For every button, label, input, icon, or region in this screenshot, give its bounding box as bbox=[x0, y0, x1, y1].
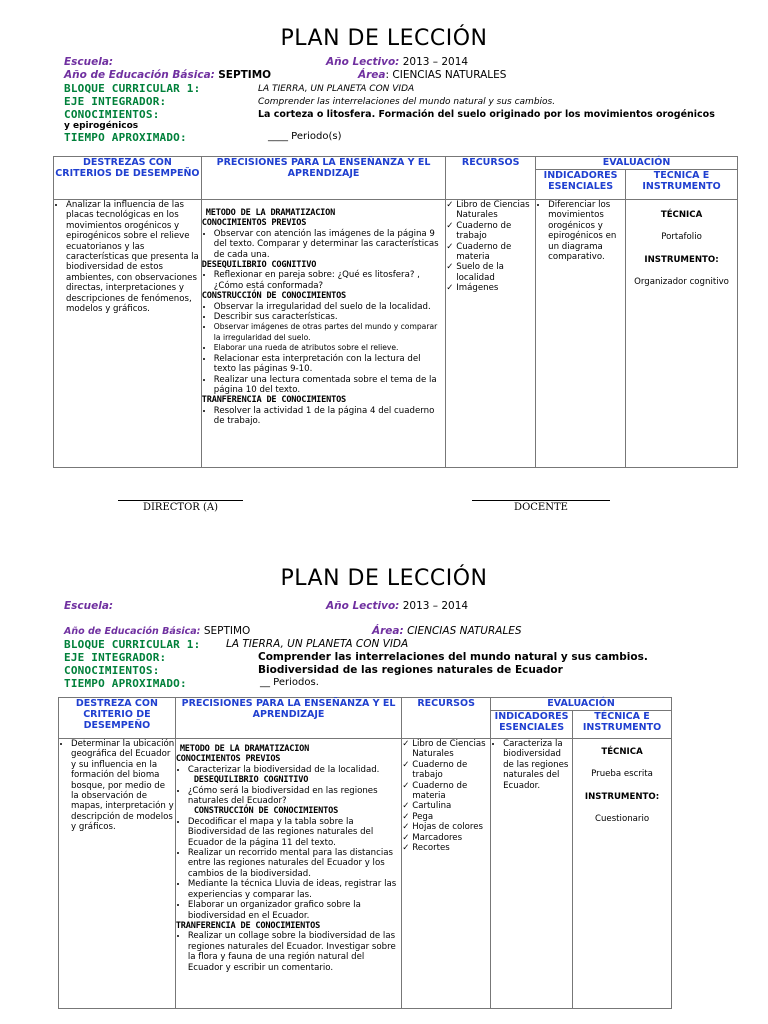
tiempo-value: ____ Periodo(s) bbox=[268, 131, 342, 142]
director-signature-line bbox=[118, 500, 243, 501]
precisiones-cell bbox=[201, 200, 445, 468]
destreza-item: • Analizar la influencia de las placas tecnológicas en los movimientos orogénicos y epirogénicos sobre el relieve ecuatorianos y las características que presenta la biodiversidad de estos ambientes, con observaciones directas, interpretaciones y descripciones de fenómenos, modelos y gráficos. bbox=[66, 200, 201, 314]
director-label: DIRECTOR (A) bbox=[142, 502, 219, 513]
instrumento-label: INSTRUMENTO: bbox=[584, 791, 660, 802]
ano-lectivo-label: Año Lectivo: bbox=[326, 56, 400, 68]
recurso-item: ✓ Cuaderno de materia bbox=[456, 242, 535, 263]
conocimientos-label: CONOCIMIENTOS: bbox=[64, 108, 160, 121]
docente-label: DOCENTE bbox=[514, 502, 568, 513]
indicador-item: • Diferenciar los movimientos orogénicos y epirogénicos en un diagrama comparativo. bbox=[548, 200, 625, 262]
recurso-item: ✓ Imágenes bbox=[456, 283, 535, 293]
ano-educacion-label: Año de Educación Básica: bbox=[64, 626, 201, 637]
recurso-item: ✓ Libro de Ciencias Naturales bbox=[456, 200, 535, 221]
metodo-heading: METODO DE LA DRAMATIZACION bbox=[179, 744, 310, 754]
ano-educacion-value: SEPTIMO bbox=[203, 625, 251, 637]
recurso-item: ✓ Cartulina bbox=[412, 801, 490, 811]
recurso-item: ✓ Cuaderno de trabajo bbox=[456, 221, 535, 242]
indicador-item: • Caracteriza la biodiversidad de las regiones naturales del Ecuador. bbox=[503, 739, 572, 791]
page-title: PLAN DE LECCIÓN bbox=[280, 566, 488, 591]
instrumento-value: Organizador cognitivo bbox=[634, 277, 729, 288]
tiempo-label: TIEMPO APROXIMADO: bbox=[64, 677, 187, 690]
previos-heading: CONOCIMIENTOS PREVIOS bbox=[175, 754, 281, 765]
desequilibrio-item: • ¿Cómo será la biodiversidad en las regiones naturales del Ecuador? bbox=[188, 786, 401, 807]
tecnica-label: TÉCNICA bbox=[660, 210, 703, 220]
area bbox=[372, 625, 522, 637]
precisiones-cell bbox=[175, 739, 401, 1009]
lesson-table bbox=[58, 697, 672, 1009]
eje-value: Comprender las interrelaciones del mundo natural y sus cambios. bbox=[258, 651, 648, 663]
conocimientos-value: La corteza o litosfera. Formación del suelo originado por los movimientos orogénicos bbox=[258, 109, 715, 120]
tecnica-value: Prueba escrita bbox=[591, 769, 653, 780]
ano-lectivo-value: 2013 – 2014 bbox=[402, 600, 469, 612]
recursos-cell bbox=[446, 200, 536, 468]
construccion-item: • Observar la irregularidad del suelo de la localidad. bbox=[214, 302, 445, 312]
header-recursos: RECURSOS bbox=[446, 157, 536, 200]
header-tecnica: TÉCNICA E INSTRUMENTO bbox=[573, 710, 672, 738]
construccion-item: • Decodificar el mapa y la tabla sobre la Biodiversidad de las regiones naturales del Ecuador de la página 11 del texto. bbox=[188, 817, 401, 848]
bloque-label: BLOQUE CURRICULAR 1: bbox=[64, 638, 201, 651]
ano-lectivo-label: Año Lectivo: bbox=[326, 600, 400, 612]
header-tecnica: TECNICA E INSTRUMENTO bbox=[626, 169, 738, 199]
destreza-cell bbox=[54, 200, 202, 468]
conocimientos-value-cont: y epirogénicos bbox=[64, 121, 139, 131]
construccion-item: • Observar imágenes de otras partes del mundo y comparar la irregularidad del suelo. bbox=[214, 322, 445, 343]
ano-educacion-value: SEPTIMO bbox=[218, 69, 272, 81]
transferencia-item: • Resolver la actividad 1 de la página 4 del cuaderno de trabajo. bbox=[214, 406, 445, 427]
header-destrezas: DESTREZA CON CRITERIO DE DESEMPEÑO bbox=[59, 698, 176, 739]
bloque-label: BLOQUE CURRICULAR 1: bbox=[64, 82, 201, 95]
destreza-item: • Determinar la ubicación geográfica del Ecuador y su influencia en la formación del bioma bosque, por medio de la observación de mapas, interpretación y descripción de modelos y gráficos. bbox=[71, 739, 175, 833]
recurso-item: ✓ Suelo de la localidad bbox=[456, 262, 535, 283]
recursos-cell bbox=[402, 739, 491, 1009]
instrumento-value: Cuestionario bbox=[594, 814, 650, 825]
ano-educacion bbox=[64, 69, 271, 81]
area-label: Área: bbox=[372, 625, 404, 637]
ano-educacion bbox=[64, 625, 250, 637]
metodo-heading: METODO DE LA DRAMATIZACION bbox=[205, 208, 336, 218]
previos-item: • Observar con atención las imágenes de la página 9 del texto. Comparar y determinar las características de cada una. bbox=[214, 229, 445, 260]
construccion-item: • Mediante la técnica Lluvia de ideas, registrar las experiencias y comparar las. bbox=[188, 879, 401, 900]
area-value: CIENCIAS NATURALES bbox=[407, 625, 522, 637]
construccion-heading: CONSTRUCCIÓN DE CONOCIMIENTOS bbox=[201, 291, 347, 302]
conocimientos-value: Biodiversidad de las regiones naturales de Ecuador bbox=[258, 664, 563, 676]
bloque-value: LA TIERRA, UN PLANETA CON VIDA bbox=[226, 638, 409, 650]
page-title: PLAN DE LECCIÓN bbox=[280, 26, 488, 51]
conocimientos-label: CONOCIMIENTOS: bbox=[64, 664, 160, 677]
previos-heading: CONOCIMIENTOS PREVIOS bbox=[201, 218, 307, 229]
previos-item: • Caracterizar la biodiversidad de la localidad. bbox=[188, 765, 401, 775]
area-label: Área bbox=[358, 69, 386, 81]
ano-lectivo bbox=[326, 600, 468, 612]
header-recursos: RECURSOS bbox=[402, 698, 491, 739]
header-evaluacion: EVALUACIÓN bbox=[491, 698, 672, 711]
construccion-item: • Describir sus características. bbox=[214, 312, 445, 322]
destreza-cell bbox=[59, 739, 176, 1009]
header-precisiones: PRECISIONES PARA LA ENSEÑANZA Y EL APRENDIZAJE bbox=[175, 698, 401, 739]
construccion-item: • Realizar un recorrido mental para las distancias entre las regiones naturales del Ecuador y los cambios de la biodiversidad. bbox=[188, 848, 401, 879]
desequilibrio-item: • Reflexionar en pareja sobre: ¿Qué es litosfera? , ¿Cómo está conformada? bbox=[214, 270, 445, 291]
ano-lectivo bbox=[326, 56, 468, 68]
tecnica-label: TÉCNICA bbox=[601, 747, 643, 757]
recurso-item: ✓ Recortes bbox=[412, 843, 490, 853]
recurso-item: ✓ Hojas de colores bbox=[412, 822, 490, 832]
header-destrezas: DESTREZAS CON CRITERIOS DE DESEMPEÑO bbox=[54, 157, 202, 200]
header-precisiones: PRECISIONES PARA LA ENSEÑANZA Y EL APRENDIZAJE bbox=[201, 157, 445, 200]
area bbox=[358, 69, 506, 81]
ano-lectivo-value: 2013 – 2014 bbox=[402, 56, 469, 68]
tecnica-cell bbox=[573, 739, 672, 1009]
header-indicadores: INDICADORES ESENCIALES bbox=[491, 710, 573, 738]
area-value: : CIENCIAS NATURALES bbox=[385, 69, 507, 81]
recurso-item: ✓ Cuaderno de materia bbox=[412, 781, 490, 802]
eje-label: EJE INTEGRADOR: bbox=[64, 95, 167, 108]
tiempo-value: __ Periodos. bbox=[260, 677, 319, 688]
tecnica-value: Portafolio bbox=[661, 232, 702, 243]
construccion-item: • Realizar una lectura comentada sobre el tema de la página 10 del texto. bbox=[214, 375, 445, 396]
tiempo-label: TIEMPO APROXIMADO: bbox=[64, 131, 187, 144]
indicadores-cell bbox=[536, 200, 626, 468]
escuela-label: Escuela: bbox=[64, 600, 114, 612]
indicadores-cell bbox=[491, 739, 573, 1009]
lesson-table bbox=[53, 156, 738, 468]
construccion-item: • Elaborar un organizador grafico sobre la biodiversidad en el Ecuador. bbox=[188, 900, 401, 921]
transferencia-heading: TRANFERENCIA DE CONOCIMIENTOS bbox=[201, 395, 347, 406]
ano-educacion-label: Año de Educación Básica: bbox=[64, 69, 215, 81]
eje-label: EJE INTEGRADOR: bbox=[64, 651, 167, 664]
docente-signature-line bbox=[472, 500, 610, 501]
construccion-item: • Relacionar esta interpretación con la lectura del texto las páginas 9-10. bbox=[214, 354, 445, 375]
instrumento-label: INSTRUMENTO: bbox=[644, 254, 719, 265]
transferencia-heading: TRANFERENCIA DE CONOCIMIENTOS bbox=[175, 920, 321, 931]
recurso-item: ✓ Marcadores bbox=[412, 833, 490, 843]
transferencia-item: • Realizar un collage sobre la biodiversidad de las regiones naturales del Ecuador. Investigar sobre la flora y fauna de una región natural del Ecuador y escribir un comentario. bbox=[188, 931, 401, 973]
construccion-heading: CONSTRUCCIÓN DE CONOCIMIENTOS bbox=[193, 806, 339, 817]
recurso-item: ✓ Cuaderno de trabajo bbox=[412, 760, 490, 781]
bloque-value: LA TIERRA, UN PLANETA CON VIDA bbox=[258, 84, 415, 94]
recurso-item: ✓ Pega bbox=[412, 812, 490, 822]
header-indicadores: INDICADORES ESENCIALES bbox=[536, 169, 626, 199]
tecnica-cell bbox=[626, 200, 738, 468]
header-evaluacion: EVALUACIÓN bbox=[536, 157, 738, 170]
recurso-item: ✓ Libro de Ciencias Naturales bbox=[412, 739, 490, 760]
eje-value: Comprender las interrelaciones del mundo natural y sus cambios. bbox=[258, 97, 556, 107]
escuela-label: Escuela: bbox=[64, 56, 114, 68]
desequilibrio-heading: DESEQUILIBRIO COGNITIVO bbox=[201, 260, 317, 271]
desequilibrio-heading: DESEQUILIBRIO COGNITIVO bbox=[193, 775, 309, 786]
construccion-item: • Elaborar una rueda de atributos sobre el relieve. bbox=[214, 343, 445, 353]
